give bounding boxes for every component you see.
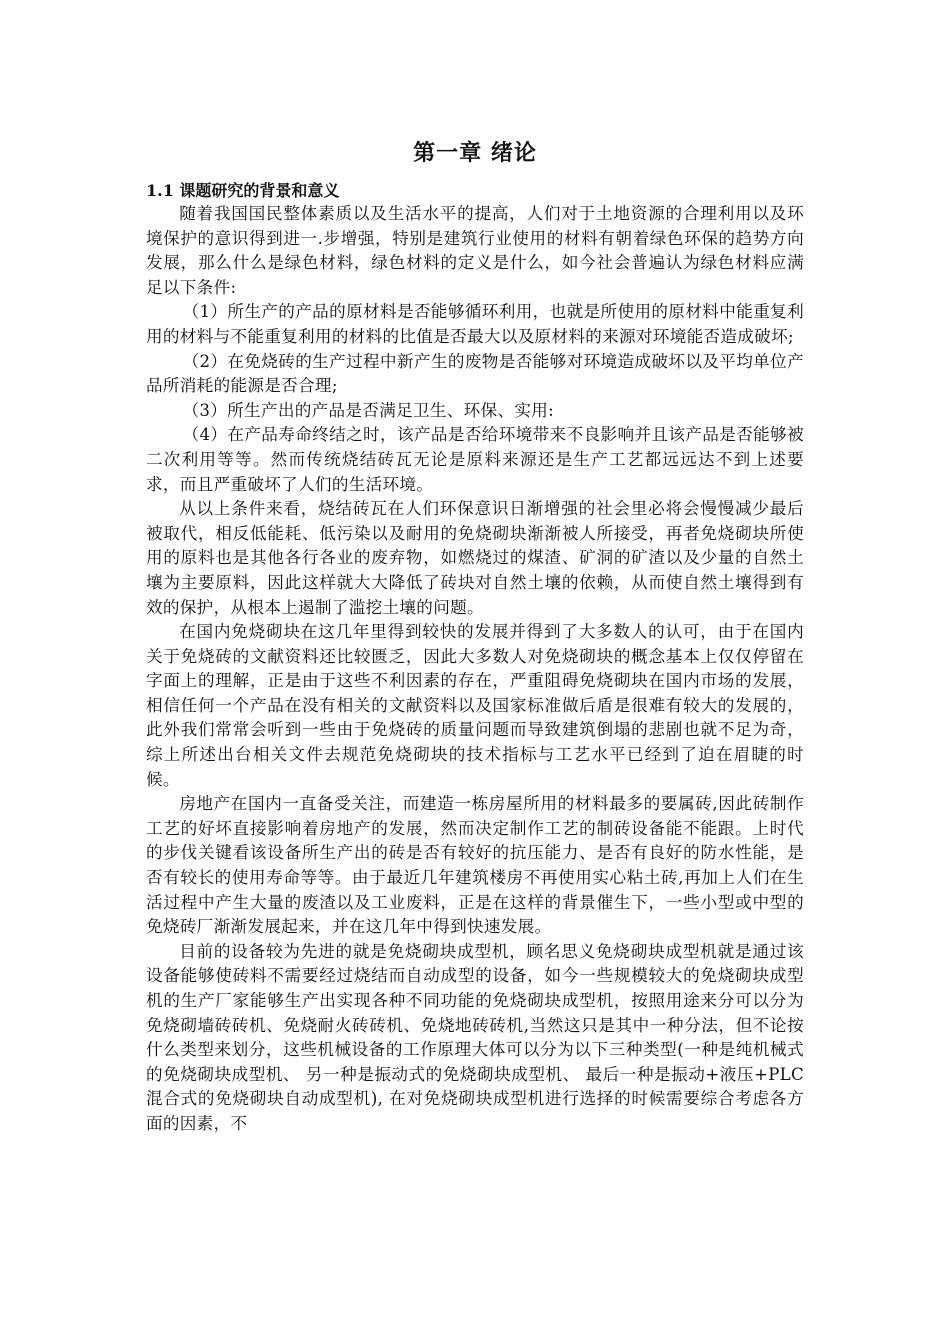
paragraph-domestic-development: 在国内免烧砌块在这几年里得到较快的发展并得到了大多数人的认可，由于在国内关于免烧砖的文献资料还比较匮乏，因此大多数人对免烧砌块的概念基本上仅仅停留在字面上的理解，正是由于这些不利因素的存在，严重阻碍免烧砌块在国内市场的发展，相信任何一个产品在没有相关的文献资料以及国家标准做后盾是很难有较大的发展的，此外我们常常会听到一些由于免烧砖的质量问题而导致建筑倒塌的悲剧也就不足为奇，综上所述出台相关文件去规范免烧砌块的技术指标与工艺水平已经到了迫在眉睫的时候。 [146,622,804,789]
section-body [146,202,804,1137]
paragraph-intro: 随着我国国民整体素质以及生活水平的提高，人们对于土地资源的合理利用以及环境保护的意识得到进一.步增强，特别是建筑行业使用的材料有朝着绿色环保的趋势方向发展，那么什么是绿色材料，绿色材料的定义是什么，如今社会普遍认为绿色材料应满足以下条件: [146,204,804,297]
condition-item-4: （4）在产品寿命终结之时，该产品是否给环境带来不良影响并且该产品是否能够被二次利用等等。然而传统烧结砖瓦无论是原料来源还是生产工艺都远远达不到上述要求，而且严重破坏了人们的生活环境。 [146,425,804,494]
section-heading: 1.1 课题研究的背景和意义 [146,181,340,200]
chapter-title: 第一章 绪论 [413,140,537,166]
paragraph-equipment: 目前的设备较为先进的就是免烧砌块成型机，顾名思义免烧砌块成型机就是通过该设备能够使砖料不需要经过烧结而自动成型的设备，如今一些规模较大的免烧砌块成型机的生产厂家能够生产出实现各种不同功能的免烧砌块成型机，按照用途来分可以分为免烧砌墙砖砖机、免烧耐火砖砖机、免烧地砖砖机,当然这只是其中一种分法，但不论按什么类型来划分，这些机械设备的工作原理大体可以分为以下三种类型(一种是纯机械式的免烧砌块成型机、 另一种是振动式的免烧砌块成型机、 最后一种是振动+液压+PLC 混合式的免烧砌块自动成型机), 在对免烧砌块成型机进行选择的时候需要综合考虑各方面的因素，不 [146,941,804,1133]
condition-item-2: （2）在免烧砖的生产过程中新产生的废物是否能够对环境造成破坏以及平均单位产品所消耗的能源是否合理; [146,351,804,396]
paragraph-conditions-analysis: 从以上条件来看，烧结砖瓦在人们环保意识日渐增强的社会里必将会慢慢减少最后被取代，相反低能耗、低污染以及耐用的免烧砌块渐渐被人所接受，再者免烧砌块所使用的原料也是其他各行各业的废弃物，如燃烧过的煤渣、矿洞的矿渣以及少量的自然土壤为主要原料，因此这样就大大降低了砖块对自然土壤的依赖，从而使自然土壤得到有效的保护，从根本上遏制了滥挖土壤的问题。 [146,499,804,617]
condition-item-1: （1）所生产的产品的原材料是否能够循环利用，也就是所使用的原材料中能重复利用的材料与不能重复利用的材料的比值是否最大以及原材料的来源对环境能否造成破坏; [146,302,804,346]
condition-item-3: （3）所生产出的产品是否满足卫生、环保、实用: [182,400,555,420]
paragraph-real-estate: 房地产在国内一直备受关注，而建造一栋房屋所用的材料最多的要属砖,因此砖制作工艺的好坏直接影响着房地产的发展，然而决定制作工艺的制砖设备能不能跟。上时代的步伐关键看该设备所生产出的砖是否有较好的抗压能力、是否有良好的防水性能，是否有较长的使用寿命等等。由于最近几年建筑楼房不再使用实心粘土砖,再加上人们在生活过程中产生大量的废渣以及工业废料，正是在这样的背景催生下，一些小型或中型的免烧砖厂渐渐发展起来，并在这几年中得到快速发展。 [146,794,804,937]
